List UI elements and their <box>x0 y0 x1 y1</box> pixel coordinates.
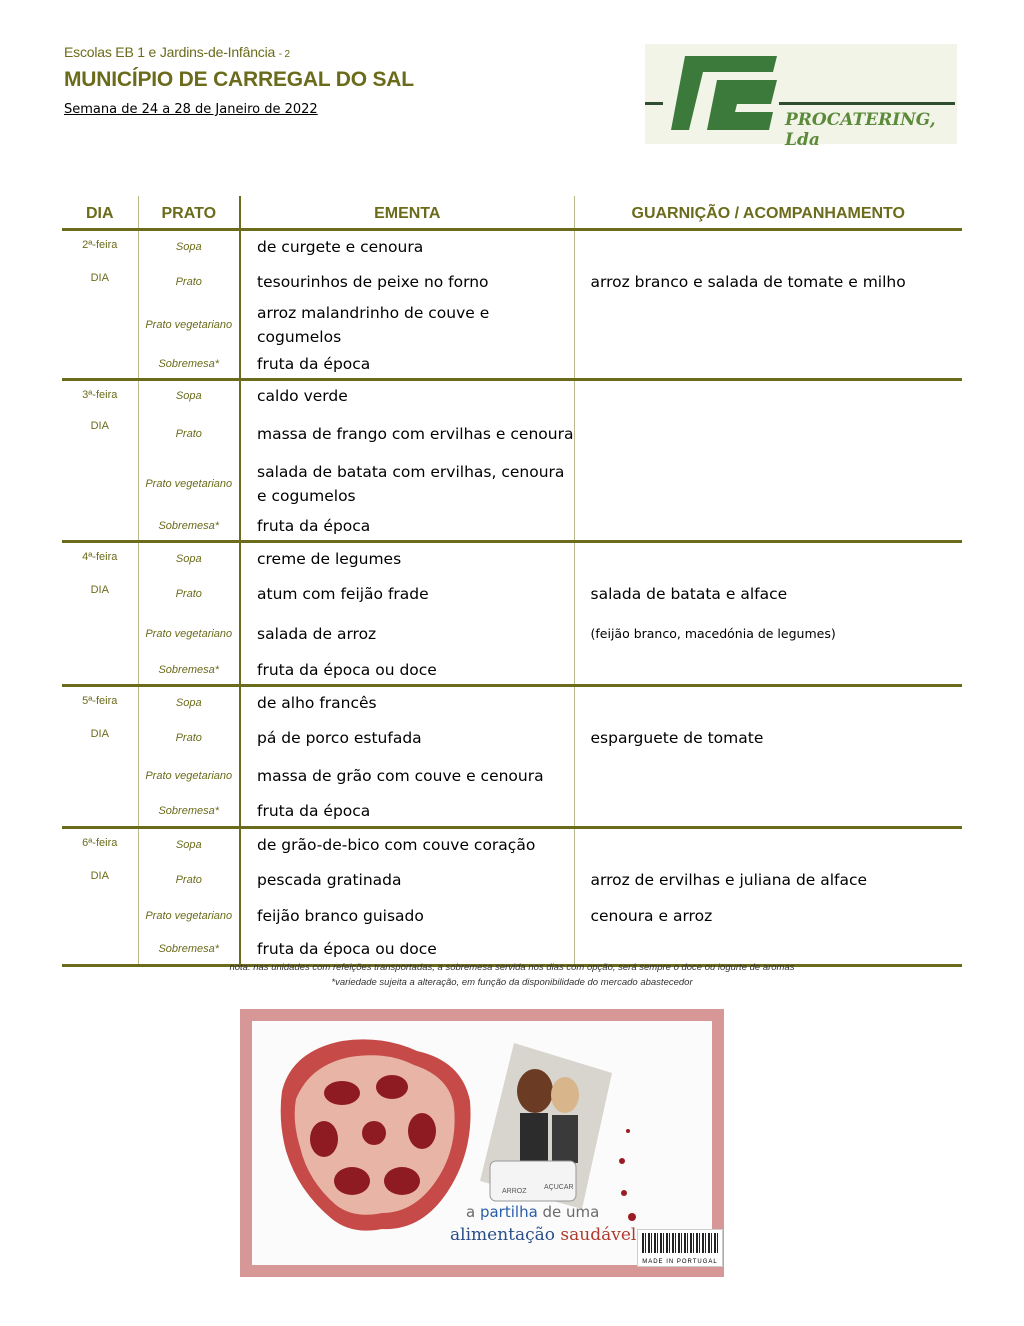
side-dish-cell <box>574 412 962 456</box>
side-dish-cell <box>574 756 962 796</box>
subtitle-text: Escolas EB 1 e Jardins-de-Infância <box>64 44 276 60</box>
dish-type-cell: Prato vegetariano <box>138 300 240 350</box>
healthy-eating-poster <box>240 1009 724 1277</box>
empty-cell <box>62 300 138 350</box>
table-row <box>62 542 962 576</box>
table-row <box>62 350 962 380</box>
menu-item-cell: de alho francês <box>240 686 574 720</box>
day-name-cell: 6ª-feira <box>62 828 138 862</box>
empty-cell <box>62 796 138 828</box>
document-header <box>64 44 414 117</box>
table-row <box>62 934 962 966</box>
side-dish-cell <box>574 230 962 264</box>
side-dish-cell <box>574 656 962 686</box>
side-dish-cell <box>574 512 962 542</box>
table-body <box>62 230 962 966</box>
svg-text:ARROZ: ARROZ <box>502 1188 527 1195</box>
side-dish-cell <box>574 350 962 380</box>
side-dish-cell: (feijão branco, macedónia de legumes) <box>590 626 836 641</box>
table-row <box>62 456 962 512</box>
day-name-cell: 3ª-feira <box>62 380 138 412</box>
side-dish-cell <box>574 380 962 412</box>
menu-item-cell: feijão branco guisado <box>240 898 574 934</box>
table-row <box>62 576 962 612</box>
dish-type-cell: Prato <box>138 264 240 300</box>
col-header-ementa: EMENTA <box>240 196 574 230</box>
menu-item-cell: pescada gratinada <box>240 862 574 898</box>
table-row <box>62 412 962 456</box>
dish-type-cell: Prato <box>138 720 240 756</box>
dish-type-cell: Sopa <box>138 828 240 862</box>
dolls-photo-icon <box>480 1043 612 1209</box>
side-dish-cell <box>574 686 962 720</box>
table-row <box>62 862 962 898</box>
svg-text:AÇUCAR: AÇUCAR <box>544 1184 574 1191</box>
table-row <box>62 512 962 542</box>
seed-dots-icon <box>619 1129 636 1221</box>
dia-cell: DIA <box>62 264 138 300</box>
side-dish-cell <box>574 542 962 576</box>
empty-cell <box>62 512 138 542</box>
table-row <box>62 264 962 300</box>
menu-item-cell: caldo verde <box>240 380 574 412</box>
dish-type-cell: Prato <box>138 412 240 456</box>
menu-item-cell: salada de arroz <box>240 612 574 656</box>
table-row <box>62 686 962 720</box>
empty-cell <box>62 934 138 966</box>
dish-type-cell: Prato vegetariano <box>138 898 240 934</box>
dish-type-cell: Sopa <box>138 380 240 412</box>
note-line-2: *variedade sujeita a alteração, em função da disponibilidade do mercado abastecedor <box>331 977 693 988</box>
side-dish-cell <box>574 300 962 350</box>
menu-item-cell: massa de frango com ervilhas e cenoura <box>240 412 574 456</box>
table-header-row <box>62 196 962 230</box>
menu-item-cell: tesourinhos de peixe no forno <box>240 264 574 300</box>
table-row <box>62 380 962 412</box>
menu-item-cell: de grão-de-bico com couve coração <box>240 828 574 862</box>
menu-item-cell: arroz malandrinho de couve e cogumelos <box>240 300 574 350</box>
table-row <box>62 796 962 828</box>
table-row <box>62 828 962 862</box>
menu-item-cell: atum com feijão frade <box>240 576 574 612</box>
dish-type-cell: Sobremesa* <box>138 796 240 828</box>
empty-cell <box>62 756 138 796</box>
poster-inner <box>252 1021 718 1265</box>
poster-tagline-2: alimentação saudável <box>450 1225 637 1245</box>
col-header-guarnicao: GUARNIÇÃO / ACOMPANHAMENTO <box>574 196 962 230</box>
side-dish-cell: cenoura e arroz <box>590 906 713 925</box>
menu-item-cell: fruta da época <box>240 350 574 380</box>
dish-type-cell: Prato vegetariano <box>138 612 240 656</box>
dish-type-cell: Sobremesa* <box>138 512 240 542</box>
pomegranate-icon <box>281 1039 471 1230</box>
side-dish-cell <box>574 934 962 966</box>
menu-item-cell: fruta da época <box>240 796 574 828</box>
school-subtitle <box>64 44 414 60</box>
dish-type-cell: Sopa <box>138 686 240 720</box>
table-row <box>62 300 962 350</box>
menu-item-cell: pá de porco estufada <box>240 720 574 756</box>
table-row <box>62 612 962 656</box>
note-line-1: nota: nas unidades com refeições transportadas, a sobremesa servida nos dias com opção, será sempre o doce ou iogurte de aromas <box>229 962 795 973</box>
subtitle-suffix: - 2 <box>278 49 290 60</box>
day-name-cell: 5ª-feira <box>62 686 138 720</box>
side-dish-cell <box>574 796 962 828</box>
dish-type-cell: Sopa <box>138 542 240 576</box>
table-row <box>62 756 962 796</box>
table-row <box>62 720 962 756</box>
poster-tagline: a partilha de uma <box>466 1203 600 1221</box>
empty-cell <box>62 350 138 380</box>
col-header-prato: PRATO <box>138 196 240 230</box>
menu-item-cell: fruta da época ou doce <box>240 934 574 966</box>
empty-cell <box>62 656 138 686</box>
menu-item-cell: creme de legumes <box>240 542 574 576</box>
dish-type-cell: Prato <box>138 862 240 898</box>
logo-name: PROCATERING, Lda <box>785 110 936 150</box>
dish-type-cell: Sobremesa* <box>138 656 240 686</box>
procatering-logo <box>645 44 957 150</box>
dish-type-cell: Sobremesa* <box>138 350 240 380</box>
menu-item-cell: massa de grão com couve e cenoura <box>240 756 574 796</box>
day-name-cell: 4ª-feira <box>62 542 138 576</box>
side-dish-cell: arroz de ervilhas e juliana de alface <box>590 870 868 889</box>
table-row <box>62 230 962 264</box>
side-dish-cell <box>574 828 962 862</box>
barcode-icon <box>637 1229 723 1267</box>
dish-type-cell: Sobremesa* <box>138 934 240 966</box>
dish-type-cell: Prato vegetariano <box>138 456 240 512</box>
side-dish-cell <box>574 456 962 512</box>
dish-type-cell: Sopa <box>138 230 240 264</box>
col-header-dia: DIA <box>62 196 138 230</box>
table-row <box>62 898 962 934</box>
dia-cell: DIA <box>62 720 138 756</box>
side-dish-cell: esparguete de tomate <box>590 728 764 747</box>
empty-cell <box>62 612 138 656</box>
menu-item-cell: salada de batata com ervilhas, cenoura e cogumelos <box>240 456 574 512</box>
barcode-label: MADE IN PORTUGAL <box>642 1259 718 1265</box>
menu-item-cell: de curgete e cenoura <box>240 230 574 264</box>
week-label: Semana de 24 a 28 de Janeiro de 2022 <box>64 102 318 117</box>
dia-cell: DIA <box>62 412 138 456</box>
menu-item-cell: fruta da época ou doce <box>240 656 574 686</box>
empty-cell <box>62 898 138 934</box>
dish-type-cell: Prato vegetariano <box>138 756 240 796</box>
dish-type-cell: Prato <box>138 576 240 612</box>
side-dish-cell: salada de batata e alface <box>590 584 788 603</box>
side-dish-cell: arroz branco e salada de tomate e milho <box>590 272 906 291</box>
table-row <box>62 656 962 686</box>
day-name-cell: 2ª-feira <box>62 230 138 264</box>
menu-item-cell: fruta da época <box>240 512 574 542</box>
dia-cell: DIA <box>62 576 138 612</box>
empty-cell <box>62 456 138 512</box>
dia-cell: DIA <box>62 862 138 898</box>
weekly-menu-table <box>62 196 962 967</box>
page-title: MUNICÍPIO DE CARREGAL DO SAL <box>64 68 414 91</box>
